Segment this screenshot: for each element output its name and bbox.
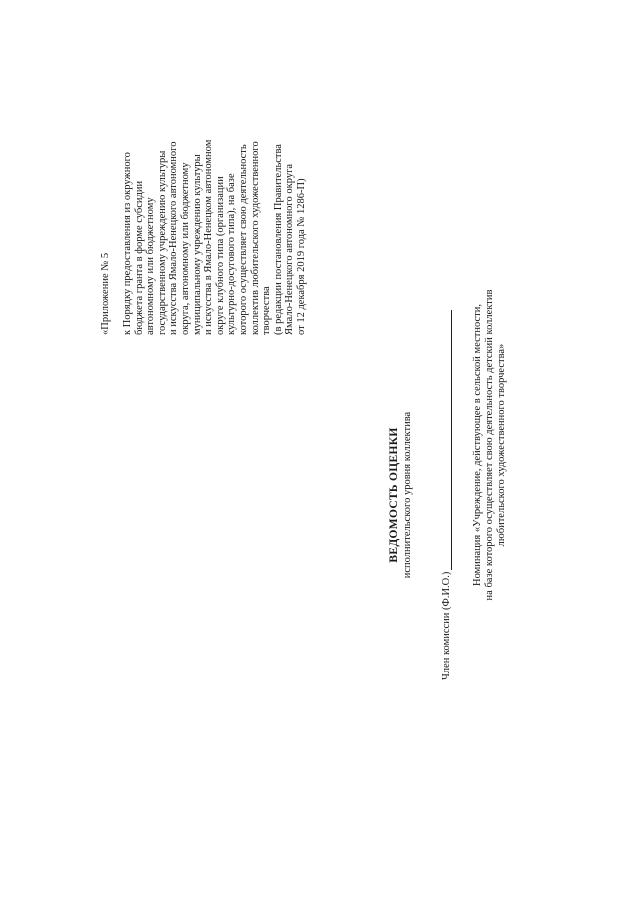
nomination-text (472, 235, 507, 655)
annex-line: бюджета гранта в форме субсидии (133, 180, 145, 335)
nomination-line: любительского художественного творчества» (495, 343, 507, 547)
annex-line: округа, автономному или бюджетному (179, 162, 191, 335)
annex-line: и искусства Ямало-Ненецкого автономного (168, 141, 180, 335)
nomination-line: на базе которого осуществляет свою деятельность детский коллектив (483, 289, 495, 601)
annex-reference (122, 140, 308, 335)
annex-line: которого осуществляет свою деятельность (237, 144, 249, 335)
commission-member-label: Член комиссии (Ф.И.О.) (441, 571, 452, 680)
annex-line: творчества (261, 286, 273, 335)
annex-line: государственному учреждению культуры (156, 150, 168, 335)
annex-line: культурно-досугового типа), на базе (226, 173, 238, 335)
document-title: ВЕДОМОСТЬ ОЦЕНКИ (388, 427, 400, 563)
annex-line: и искусства в Ямало-Ненецком автономном (203, 139, 215, 335)
document-subtitle: исполнительского уровня коллектива (402, 411, 413, 579)
nomination-line: Номинация «Учреждение, действующее в сельской местности, (472, 304, 483, 586)
annex-line: к Порядку предоставления из окружного (122, 152, 133, 335)
annex-line: автономному или бюджетному (145, 197, 157, 335)
annex-line: округе клубного типа (организации (214, 176, 226, 335)
annex-line: муниципальному учреждению культуры (191, 154, 203, 335)
commission-member-field (441, 310, 452, 680)
annex-line: (в редакции постановления Правительства (272, 144, 284, 335)
annex-line: от 12 декабря 2019 года № 1286-П) (295, 178, 307, 335)
annex-heading: «Приложение № 5 (100, 252, 111, 335)
signature-line (441, 310, 452, 570)
annex-line: Ямало-Ненецкого автономного округа (284, 163, 296, 335)
annex-line: коллектив любительского художественного (249, 141, 261, 335)
